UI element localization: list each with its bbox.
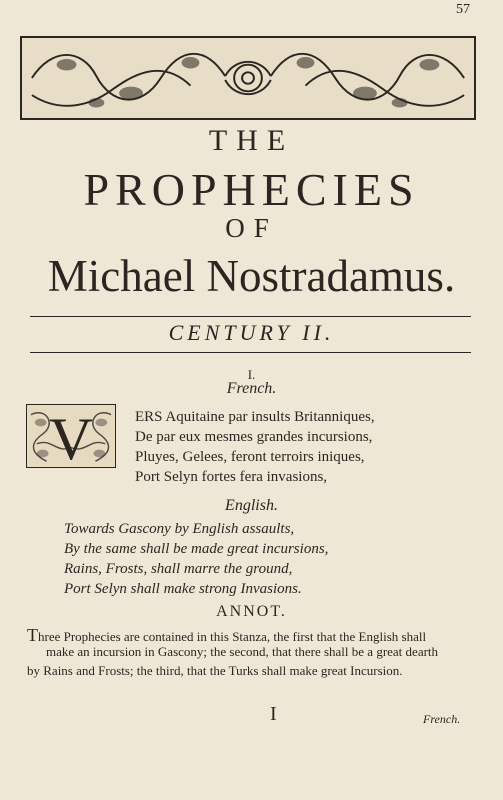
french-line-2: De par eux mesmes grandes incursions, <box>135 429 373 445</box>
dropcap-ornament-icon <box>27 405 115 467</box>
section-title: CENTURY II. <box>168 320 335 345</box>
french-line-1: ERS Aquitaine par insults Britanniques, <box>135 409 375 425</box>
english-line-2: By the same shall be made great incursions, <box>64 541 329 557</box>
divider-bottom <box>30 352 471 353</box>
title-of: OF <box>225 213 278 243</box>
annotation-text-1: hree Prophecies are contained in this Stanza, the first that the English shall <box>38 629 427 644</box>
annotation-line-3: by Rains and Frosts; the third, that the Turks shall make great Incursion. <box>27 663 403 678</box>
annotation-line-2: make an incursion in Gascony; the second, that there shall be a great dearth <box>46 644 439 659</box>
annotation-line-1 <box>27 625 426 646</box>
french-heading: French. <box>226 380 277 397</box>
english-heading: English. <box>225 497 278 514</box>
annotation-heading: ANNOT. <box>216 603 287 620</box>
french-line-4: Port Selyn fortes fera invasions, <box>135 469 328 485</box>
decorated-initial <box>26 404 116 468</box>
french-line-3: Pluyes, Gelees, feront terroirs iniques, <box>135 449 365 465</box>
title-author: Michael Nostradamus. <box>47 251 456 301</box>
title-the: THE <box>208 124 295 157</box>
ornamental-headpiece <box>20 36 476 120</box>
stanza-number: I. <box>247 367 256 382</box>
english-line-1: Towards Gascony by English assaults, <box>64 521 295 537</box>
annotation-initial: T <box>27 625 38 645</box>
floral-ornament-icon <box>22 38 474 118</box>
english-line-4: Port Selyn shall make strong Invasions. <box>64 581 302 597</box>
page-number: 57 <box>456 2 470 17</box>
svg-text:V: V <box>49 406 93 467</box>
divider-top <box>30 316 471 317</box>
catchword: French. <box>423 712 461 726</box>
title-prophecies: PROPHECIES <box>83 164 420 215</box>
english-line-3: Rains, Frosts, shall marre the ground, <box>64 561 293 577</box>
signature-mark: I <box>270 703 277 725</box>
